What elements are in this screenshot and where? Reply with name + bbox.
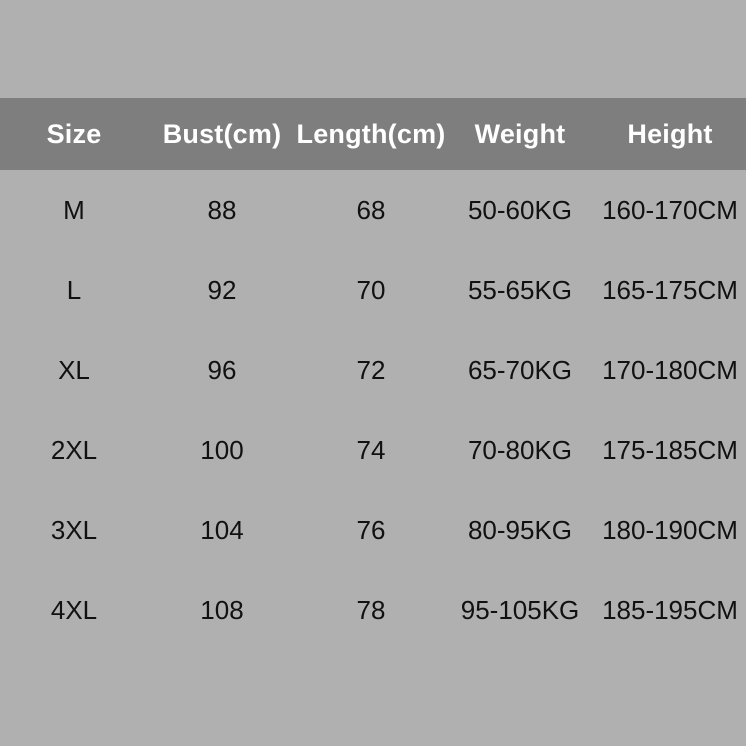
cell-size: L (0, 250, 148, 330)
cell-length: 72 (296, 330, 446, 410)
cell-length: 78 (296, 570, 446, 650)
cell-weight: 80-95KG (446, 490, 594, 570)
column-header-weight: Weight (446, 98, 594, 170)
cell-size: XL (0, 330, 148, 410)
cell-height: 165-175CM (594, 250, 746, 330)
cell-bust: 108 (148, 570, 296, 650)
size-chart-table (0, 98, 746, 650)
table-row (0, 570, 746, 650)
cell-weight: 70-80KG (446, 410, 594, 490)
cell-height: 180-190CM (594, 490, 746, 570)
cell-bust: 88 (148, 170, 296, 250)
table-row (0, 330, 746, 410)
table-row (0, 490, 746, 570)
cell-length: 70 (296, 250, 446, 330)
cell-bust: 100 (148, 410, 296, 490)
cell-size: M (0, 170, 148, 250)
cell-size: 2XL (0, 410, 148, 490)
cell-height: 170-180CM (594, 330, 746, 410)
cell-weight: 95-105KG (446, 570, 594, 650)
cell-height: 160-170CM (594, 170, 746, 250)
table-body (0, 170, 746, 650)
cell-bust: 104 (148, 490, 296, 570)
column-header-height: Height (594, 98, 746, 170)
cell-length: 74 (296, 410, 446, 490)
column-header-size: Size (0, 98, 148, 170)
table-row (0, 170, 746, 250)
cell-size: 4XL (0, 570, 148, 650)
cell-bust: 92 (148, 250, 296, 330)
cell-height: 175-185CM (594, 410, 746, 490)
cell-size: 3XL (0, 490, 148, 570)
table-header-row (0, 98, 746, 170)
table-row (0, 410, 746, 490)
cell-weight: 50-60KG (446, 170, 594, 250)
cell-weight: 55-65KG (446, 250, 594, 330)
cell-bust: 96 (148, 330, 296, 410)
cell-height: 185-195CM (594, 570, 746, 650)
table-header (0, 98, 746, 170)
column-header-length: Length(cm) (296, 98, 446, 170)
table-row (0, 250, 746, 330)
column-header-bust: Bust(cm) (148, 98, 296, 170)
cell-weight: 65-70KG (446, 330, 594, 410)
cell-length: 76 (296, 490, 446, 570)
cell-length: 68 (296, 170, 446, 250)
